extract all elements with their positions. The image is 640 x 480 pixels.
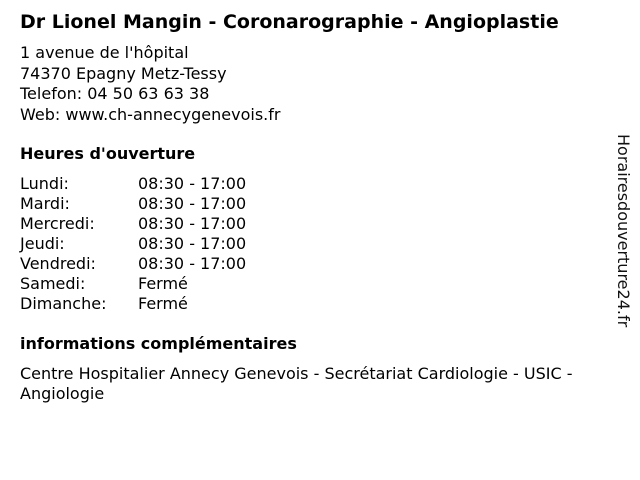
phone-number: Telefon: 04 50 63 63 38 bbox=[20, 84, 210, 103]
time-value: 08:30 - 17:00 bbox=[138, 214, 247, 233]
time-value: Fermé bbox=[138, 294, 188, 313]
time-value: 08:30 - 17:00 bbox=[138, 174, 247, 193]
site-brand-vertical: Horairesdouverture24.fr bbox=[614, 134, 633, 328]
day-label: Samedi: bbox=[20, 274, 86, 293]
hours-row-lundi bbox=[20, 174, 246, 194]
opening-hours-heading: Heures d'ouverture bbox=[20, 144, 196, 163]
day-label: Dimanche: bbox=[20, 294, 107, 313]
page-title: Dr Lionel Mangin - Coronarographie - Angioplastie bbox=[20, 11, 559, 33]
day-label: Mardi: bbox=[20, 194, 70, 213]
time-value: 08:30 - 17:00 bbox=[138, 194, 247, 213]
day-label: Vendredi: bbox=[20, 254, 96, 273]
time-value: 08:30 - 17:00 bbox=[138, 234, 247, 253]
additional-info-text: Centre Hospitalier Annecy Genevois - Secrétariat Cardiologie - USIC - Angiologie bbox=[20, 364, 573, 403]
hours-row-mardi bbox=[20, 194, 246, 214]
website: Web: www.ch-annecygenevois.fr bbox=[20, 104, 281, 124]
day-label: Jeudi: bbox=[20, 234, 65, 253]
address-block bbox=[20, 43, 280, 125]
additional-info-heading: informations complémentaires bbox=[20, 334, 297, 353]
time-value: Fermé bbox=[138, 274, 188, 293]
hours-row-jeudi bbox=[20, 234, 246, 254]
opening-hours-table bbox=[20, 174, 246, 314]
day-label: Lundi: bbox=[20, 174, 69, 193]
day-label: Mercredi: bbox=[20, 214, 95, 233]
street-address: 1 avenue de l'hôpital bbox=[20, 43, 189, 62]
time-value: 08:30 - 17:00 bbox=[138, 254, 247, 273]
hours-row-vendredi bbox=[20, 254, 246, 274]
hours-row-dimanche bbox=[20, 294, 246, 314]
city-postcode: 74370 Epagny Metz-Tessy bbox=[20, 63, 227, 83]
hours-row-samedi bbox=[20, 274, 246, 294]
hours-row-mercredi bbox=[20, 214, 246, 234]
